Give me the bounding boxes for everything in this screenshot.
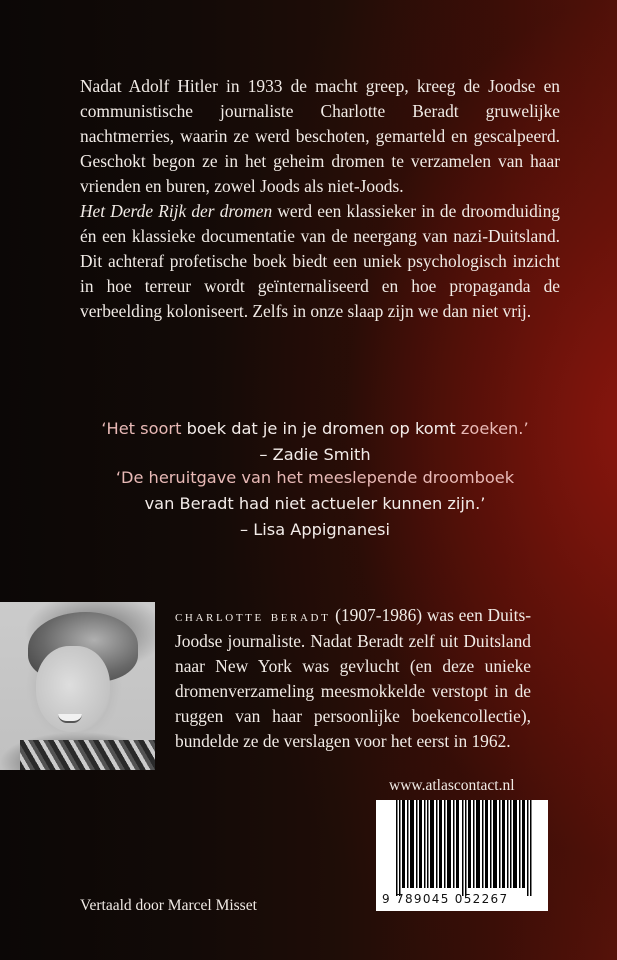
blurb-paragraph-2: [80, 199, 560, 324]
quote-text-middle: boek dat je in je dromen op komt: [181, 419, 461, 438]
quote-attribution: – Zadie Smith: [259, 445, 371, 464]
translator-credit: Vertaald door Marcel Misset: [80, 897, 257, 914]
back-cover-blurb: [80, 74, 560, 324]
author-bio-text: (1907-1986) was een Duits-Joodse journaliste. Nadat Beradt zelf uit Duitsland naar New York was gevlucht (en deze unieke dromenverzameling meesmokkelde verstopt in de ruggen van haar persoonlijke boekencollectie), bundelde ze de verslagen voor het eerst in 1962.: [175, 605, 531, 751]
author-bio: [175, 603, 531, 754]
quote-text-line-2: van Beradt had niet actueler kunnen zijn.’: [144, 494, 486, 513]
blurb-paragraph-2-text: werd een klassieker in de droomduiding én een klassieke documentatie van de neergang van nazi-Duitsland. Dit achteraf profetische boek biedt een uniek psychologisch inzicht in hoe terreur wordt geïnternaliseerd en hoe propaganda de verbeelding koloniseert. Zelfs in onze slaap zijn we dan niet vrij.: [80, 201, 560, 321]
quote-attribution: – Lisa Appignanesi: [240, 520, 390, 539]
isbn-number: 9 789045 052267: [382, 892, 509, 906]
book-title: Het Derde Rijk der dromen: [80, 201, 273, 221]
quote-text-start: ‘Het soort: [101, 419, 182, 438]
quote-text-line-1: ‘De heruitgave van het meeslepende droomboek: [115, 468, 515, 487]
author-name: charlotte beradt: [175, 608, 331, 625]
isbn-barcode: [376, 800, 548, 911]
photo-dress: [20, 740, 155, 770]
quote-text-end: zoeken.’: [460, 419, 529, 438]
quote-zadie-smith: [80, 416, 550, 468]
barcode-bars-icon: [396, 800, 538, 896]
publisher-url[interactable]: www.atlascontact.nl: [389, 777, 515, 794]
author-photo: [0, 602, 155, 770]
blurb-paragraph-1: Nadat Adolf Hitler in 1933 de macht greep, kreeg de Joodse en communistische journaliste Charlotte Beradt gruwelijke nachtmerries, waarin ze werd beschoten, gemarteld en gescalpeerd. Geschokt begon ze in het geheim dromen te verzamelen van haar vrienden en buren, zowel Joods als niet-Joods.: [80, 76, 560, 196]
quote-lisa-appignanesi: [80, 465, 550, 543]
